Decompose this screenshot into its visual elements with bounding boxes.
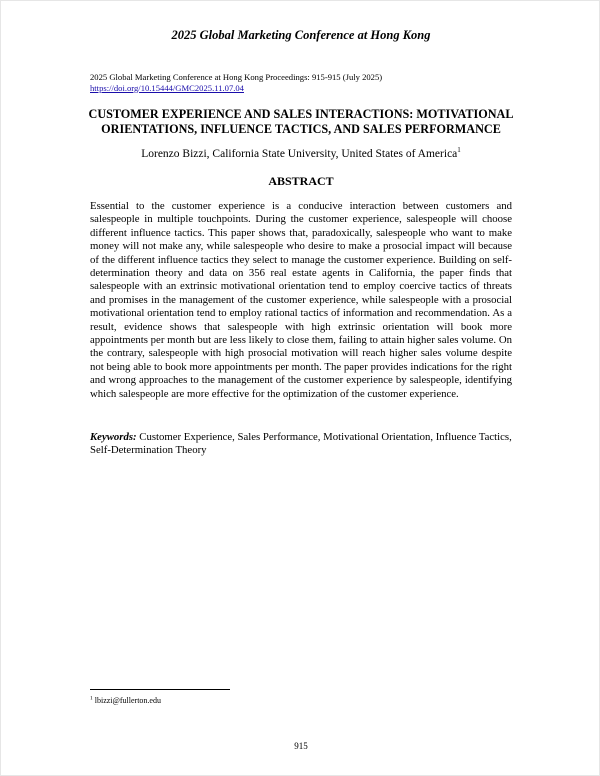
keywords <box>90 431 512 458</box>
author-footnote-marker: 1 <box>457 146 461 155</box>
abstract-body: Essential to the customer experience is a conducive interaction between customers and salespeople in multiple touchpoints. During the customer experience, salespeople will choose different influence tactics. This paper shows that, paradoxically, salespeople who want to make money will not make any, while salespeople who desire to make a prosocial impact will because of the different influence tactics they select to manage the customer experience. Building on self-determination theory and data on 356 real estate agents in California, the paper finds that salespeople with an extrinsic motivational orientation tend to employ coercive tactics of threats and promises in the management of the customer experience, while salespeople with a prosocial motivational orientation tend to employ rational tactics of information and recommendation. As a result, evidence shows that salespeople with high extrinsic orientation will book more appointments per month but are less likely to close them, failing to attain higher sales volume. On the contrary, salespeople with high prosocial motivation will reach higher sales volume despite not being able to book more appointments per month. The paper provides indications for the right and wrong approaches to the management of the customer experience by salespeople, identifying which salespeople are more effective for the optimization of the customer experience. <box>90 200 512 400</box>
author-line <box>1 148 600 160</box>
abstract-heading: ABSTRACT <box>268 174 334 188</box>
footnote-email: lbizzi@fullerton.edu <box>94 696 161 705</box>
paper-title <box>71 107 531 136</box>
footnote-marker: 1 <box>90 695 93 702</box>
doi-link[interactable]: https://doi.org/10.15444/GMC2025.11.07.04 <box>90 82 244 93</box>
running-header: 2025 Global Marketing Conference at Hong Kong <box>171 28 431 42</box>
proceedings-citation: 2025 Global Marketing Conference at Hong Kong Proceedings: 915-915 (July 2025) <box>90 72 383 82</box>
proceedings-info <box>90 72 382 93</box>
paper-title-line-1: CUSTOMER EXPERIENCE AND SALES INTERACTIONS: MOTIVATIONAL <box>88 107 514 121</box>
keywords-label: Keywords: <box>90 431 137 443</box>
keywords-text: Customer Experience, Sales Performance, Motivational Orientation, Influence Tactics, Self-Determination Theory <box>90 431 512 457</box>
page-number: 915 <box>294 741 308 751</box>
author-name: Lorenzo Bizzi, California State University, United States of America <box>141 148 458 160</box>
footnote-divider <box>90 689 230 690</box>
footnote <box>90 696 161 705</box>
paper-title-line-2: ORIENTATIONS, INFLUENCE TACTICS, AND SALES PERFORMANCE <box>101 121 501 136</box>
